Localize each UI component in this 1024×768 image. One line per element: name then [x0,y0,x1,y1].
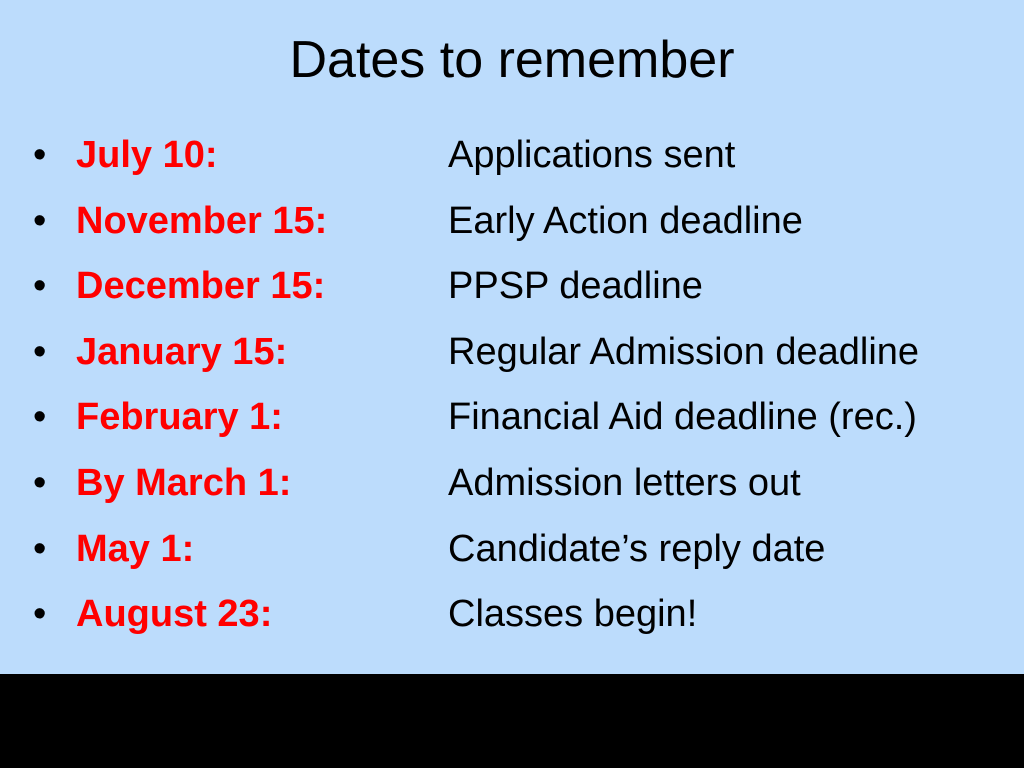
bullet-icon: • [33,265,47,308]
event-label: Financial Aid deadline (rec.) [448,396,917,439]
bottom-bar [0,674,1024,768]
list-item [0,254,1024,320]
bullet-icon: • [33,396,47,439]
list-item [0,582,1024,648]
bullet-icon: • [33,134,47,176]
event-label: Applications sent [448,134,736,176]
slide-title: Dates to remember [289,31,735,89]
date-label: May 1: [76,527,195,570]
list-item [0,123,1024,189]
event-label: Candidate’s reply date [448,527,826,570]
bullet-icon: • [33,461,47,504]
bullet-icon: • [33,527,47,570]
event-label: PPSP deadline [448,265,703,308]
list-item [0,517,1024,583]
list-item [0,189,1024,255]
date-label: July 10: [76,134,218,176]
event-label: Classes begin! [448,593,698,636]
dates-list [0,123,1024,648]
list-item [0,320,1024,386]
list-item [0,451,1024,517]
date-label: February 1: [76,396,283,439]
date-label: December 15: [76,265,326,308]
event-label: Early Action deadline [448,199,803,242]
bullet-icon: • [33,199,47,242]
date-label: August 23: [76,593,273,636]
event-label: Regular Admission deadline [448,330,920,373]
bullet-icon: • [33,593,47,636]
date-label: November 15: [76,199,328,242]
date-label: By March 1: [76,461,292,504]
list-item [0,385,1024,451]
event-label: Admission letters out [448,461,801,504]
date-label: January 15: [76,330,288,373]
bullet-icon: • [33,330,47,373]
